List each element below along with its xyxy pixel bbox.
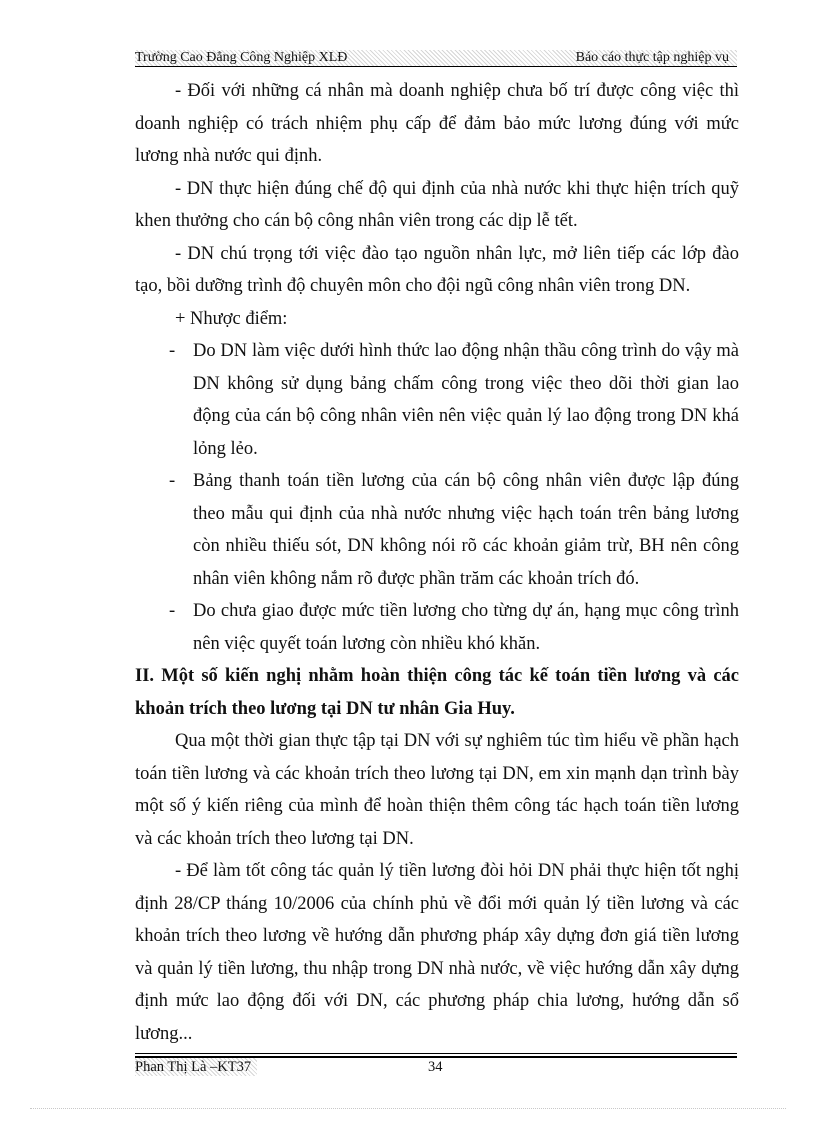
page-bottom-border — [30, 1108, 786, 1109]
header-report-title: Báo cáo thực tập nghiệp vụ — [575, 50, 729, 65]
bullet-text: Do chưa giao được mức tiền lương cho từng dự án, hạng mục công trình nên việc quyết toán lương còn nhiều khó khăn. — [193, 601, 739, 654]
bullet-item — [135, 465, 739, 595]
header-rule — [135, 66, 737, 67]
page-body — [135, 75, 739, 1050]
bullet-item — [135, 595, 739, 660]
page-number: 34 — [428, 1059, 443, 1075]
footer-author: Phan Thị Là –KT37 — [135, 1058, 257, 1076]
bullet-item — [135, 335, 739, 465]
bullet-text: Do DN làm việc dưới hình thức lao động nhận thầu công trình do vậy mà DN không sử dụng bảng chấm công trong việc theo dõi thời gian lao động của cán bộ công nhân viên nên việc quản lý lao động trong DN khá lỏng lẻo. — [193, 341, 739, 459]
paragraph-advantage-3: - DN chú trọng tới việc đào tạo nguồn nhân lực, mở liên tiếp các lớp đào tạo, bồi dưỡng trình độ chuyên môn cho đội ngũ công nhân viên trong DN. — [135, 243, 739, 296]
footer-rule-top — [135, 1053, 737, 1054]
page-header — [135, 50, 737, 66]
bullet-dash: - — [169, 471, 176, 491]
header-school-name: Trường Cao Đẳng Công Nghiệp XLĐ — [135, 50, 348, 65]
paragraph-advantage-1: - Đối với những cá nhân mà doanh nghiệp chưa bố trí được công việc thì doanh nghiệp có trách nhiệm phụ cấp để đảm bảo mức lương đúng với mức lương nhà nước qui định. — [135, 81, 739, 166]
bullet-dash: - — [169, 601, 176, 621]
page-footer — [135, 1058, 737, 1076]
bullet-dash: - — [169, 341, 176, 361]
paragraph-recommendation-1: - Để làm tốt công tác quản lý tiền lương đòi hỏi DN phải thực hiện tốt nghị định 28/CP tháng 10/2006 của chính phủ về đổi mới quản lý tiền lương và các khoản trích theo lương về hướng dẫn phương pháp xây dựng đơn giá tiền lương và quản lý tiền lương, thu nhập trong DN nhà nước, về việc hướng dẫn xây dựng định mức lao động đối với DN, các phương pháp chia lương, hướng dẫn sổ lương... — [135, 861, 739, 1044]
section-heading: II. Một số kiến nghị nhằm hoàn thiện công tác kế toán tiền lương và các khoản trích theo lương tại DN tư nhân Gia Huy. — [135, 666, 739, 719]
paragraph-intro: Qua một thời gian thực tập tại DN với sự nghiêm túc tìm hiểu về phần hạch toán tiền lương và các khoản trích theo lương tại DN, em xin mạnh dạn trình bày một số ý kiến riêng của mình để hoàn thiện thêm công tác hạch toán tiền lương và các khoản trích theo lương tại DN. — [135, 731, 739, 849]
subheading-disadvantages: + Nhược điểm: — [175, 308, 288, 329]
bullet-text: Bảng thanh toán tiền lương của cán bộ công nhân viên được lập đúng theo mẫu qui định của nhà nước nhưng việc hạch toán trên bảng lương còn nhiều thiếu sót, DN không nói rõ các khoản giảm trừ, BH nên công nhân viên không nắm rõ được phần trăm các khoản trích đó. — [193, 471, 739, 589]
paragraph-advantage-2: - DN thực hiện đúng chế độ qui định của nhà nước khi thực hiện trích quỹ khen thưởng cho cán bộ công nhân viên trong các dịp lễ tết. — [135, 178, 739, 231]
